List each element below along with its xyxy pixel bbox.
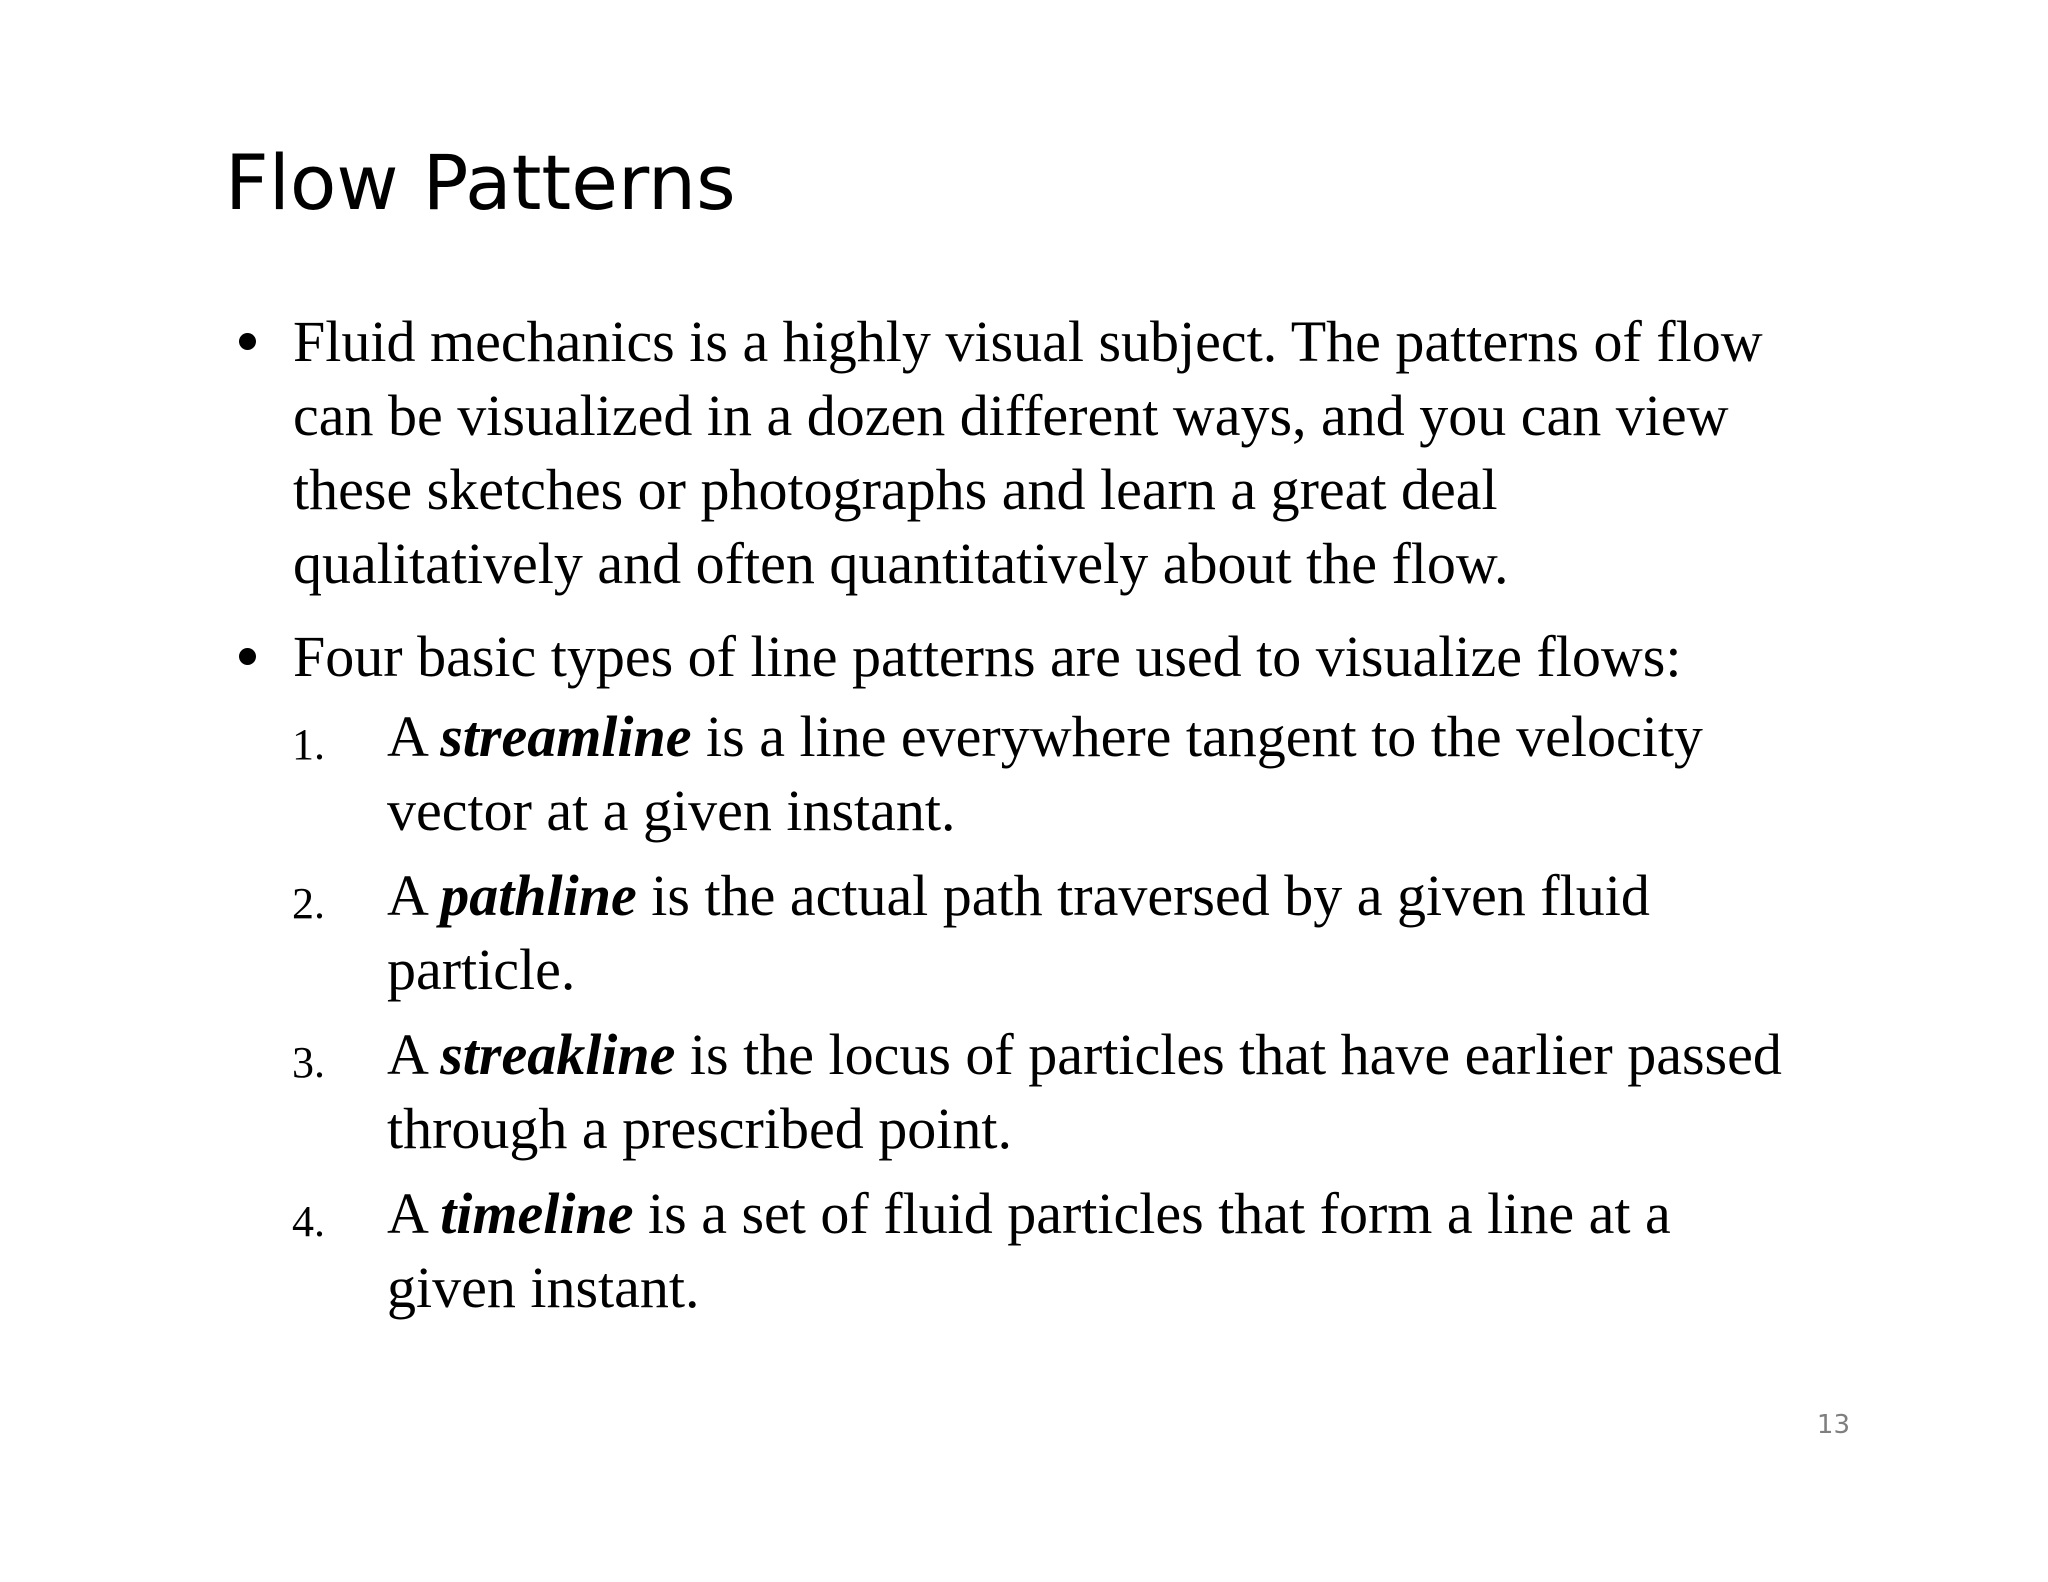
item-number: 4. — [292, 1197, 325, 1246]
item-line: given instant. — [387, 1255, 700, 1320]
bullet-dot-icon — [239, 648, 256, 665]
item-text — [387, 1018, 1782, 1166]
item-line — [387, 1018, 1782, 1092]
item-line — [387, 1177, 1671, 1251]
item-rest: is the locus of particles that have earlier passed — [675, 1022, 1782, 1087]
item-text — [387, 859, 1650, 1007]
page-number: 13 — [1816, 1410, 1850, 1440]
bullet-line: Fluid mechanics is a highly visual subject. The patterns of flow — [293, 309, 1763, 374]
item-term: pathline — [440, 863, 637, 928]
item-line — [387, 700, 1703, 774]
item-number: 2. — [292, 879, 325, 928]
bullet-line: qualitatively and often quantitatively about the flow. — [293, 531, 1509, 596]
item-line: particle. — [387, 937, 576, 1002]
item-article: A — [387, 704, 441, 769]
item-article: A — [387, 863, 441, 928]
slide-title: Flow Patterns — [225, 138, 736, 227]
item-line: through a prescribed point. — [387, 1096, 1012, 1161]
item-term: timeline — [440, 1181, 634, 1246]
item-line — [387, 859, 1650, 933]
item-article: A — [387, 1181, 441, 1246]
item-term: streamline — [440, 704, 692, 769]
item-line: vector at a given instant. — [387, 778, 956, 843]
item-rest: is a set of fluid particles that form a line at a — [633, 1181, 1671, 1246]
item-rest: is a line everywhere tangent to the velocity — [691, 704, 1703, 769]
bullet-text — [293, 620, 1893, 694]
item-text — [387, 1177, 1671, 1325]
bullet-line: Four basic types of line patterns are used to visualize flows: — [293, 624, 1682, 689]
bullet-line: can be visualized in a dozen different ways, and you can view — [293, 383, 1729, 448]
item-term: streakline — [440, 1022, 676, 1087]
item-text — [387, 700, 1703, 848]
bullet-text — [293, 305, 1893, 601]
item-rest: is the actual path traversed by a given fluid — [636, 863, 1650, 928]
item-number: 3. — [292, 1038, 325, 1087]
item-article: A — [387, 1022, 441, 1087]
bullet-line: these sketches or photographs and learn a great deal — [293, 457, 1498, 522]
item-number: 1. — [292, 720, 325, 769]
bullet-dot-icon — [239, 333, 256, 350]
